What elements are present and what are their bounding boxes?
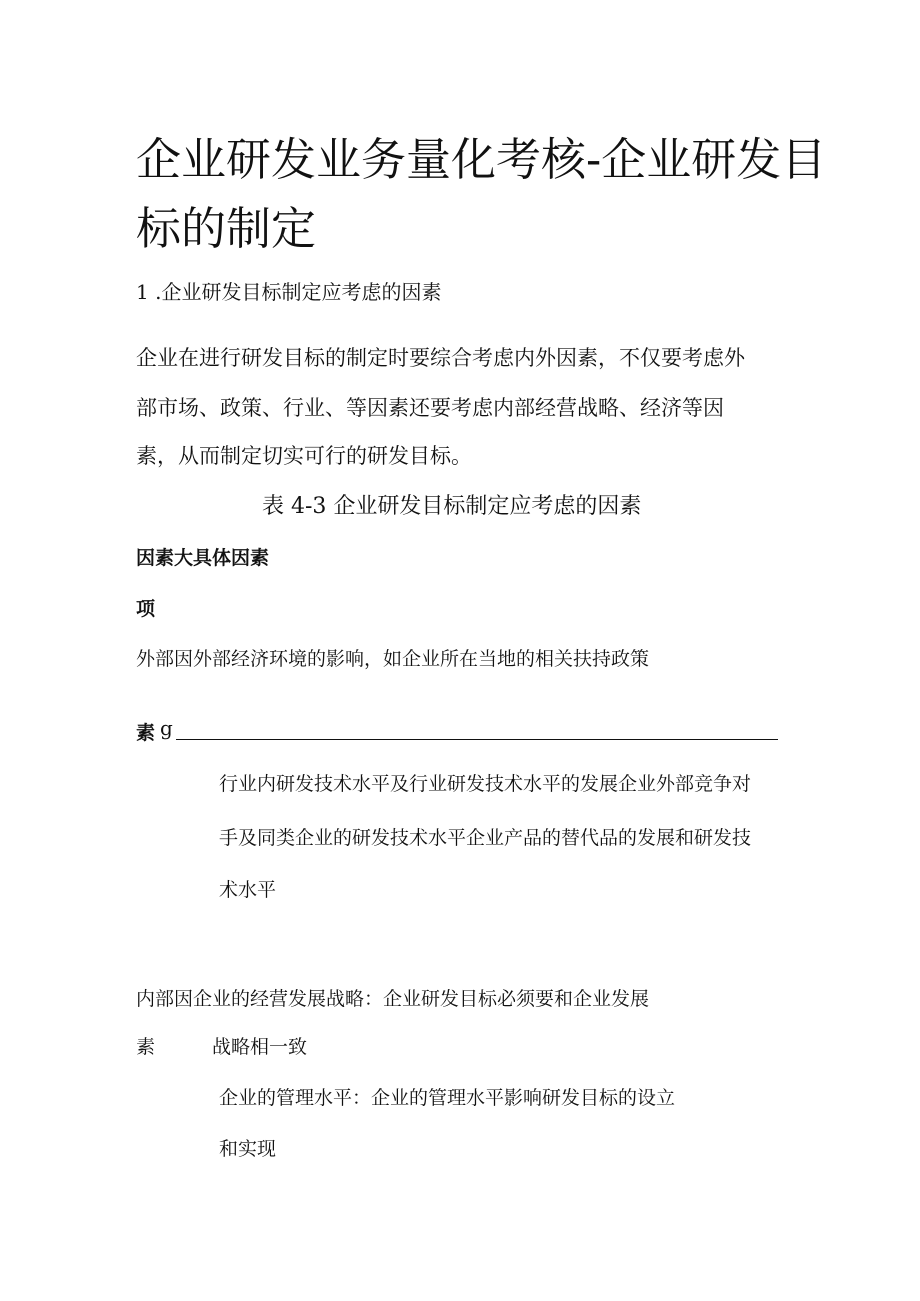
internal-factor-line-1: 内部因企业的经营发展战略：企业研发目标必须要和企业发展 (136, 988, 650, 1010)
paragraph-line-3: 素，从而制定切实可行的研发目标。 (136, 444, 472, 468)
internal-factor-label: 素 (136, 1036, 156, 1058)
external-detail-line-2: 手及同类企业的研发技术水平企业产品的替代品的发展和研发技 (219, 827, 752, 849)
document-title-line-2: 标的制定 (136, 202, 317, 255)
external-factor-line-1: 外部因外部经济环境的影响，如企业所在当地的相关扶持政策 (136, 648, 650, 670)
table-header-line-1: 因素大具体因素 (136, 547, 270, 569)
external-factor-suffix: g (160, 716, 173, 740)
external-detail-line-3: 术水平 (219, 879, 277, 901)
table-underline-rule (176, 739, 778, 740)
paragraph-line-1: 企业在进行研发目标的制定时要综合考虑内外因素，不仅要考虑外 (136, 346, 745, 370)
table-caption: 表 4-3 企业研发目标制定应考虑的因素 (262, 494, 642, 519)
internal-detail-line-1: 企业的管理水平：企业的管理水平影响研发目标的设立 (219, 1087, 676, 1109)
internal-factor-line-2: 战略相一致 (212, 1036, 308, 1058)
external-factor-label: 素 (136, 722, 156, 744)
paragraph-line-2: 部市场、政策、行业、等因素还要考虑内部经营战略、经济等因 (136, 396, 724, 420)
internal-detail-line-2: 和实现 (219, 1138, 277, 1160)
section-heading: 1 .企业研发目标制定应考虑的因素 (136, 280, 442, 304)
document-title-line-1: 企业研发业务量化考核-企业研发目 (136, 133, 827, 186)
external-detail-line-1: 行业内研发技术水平及行业研发技术水平的发展企业外部竞争对 (219, 773, 752, 795)
table-header-line-2: 项 (136, 598, 156, 620)
